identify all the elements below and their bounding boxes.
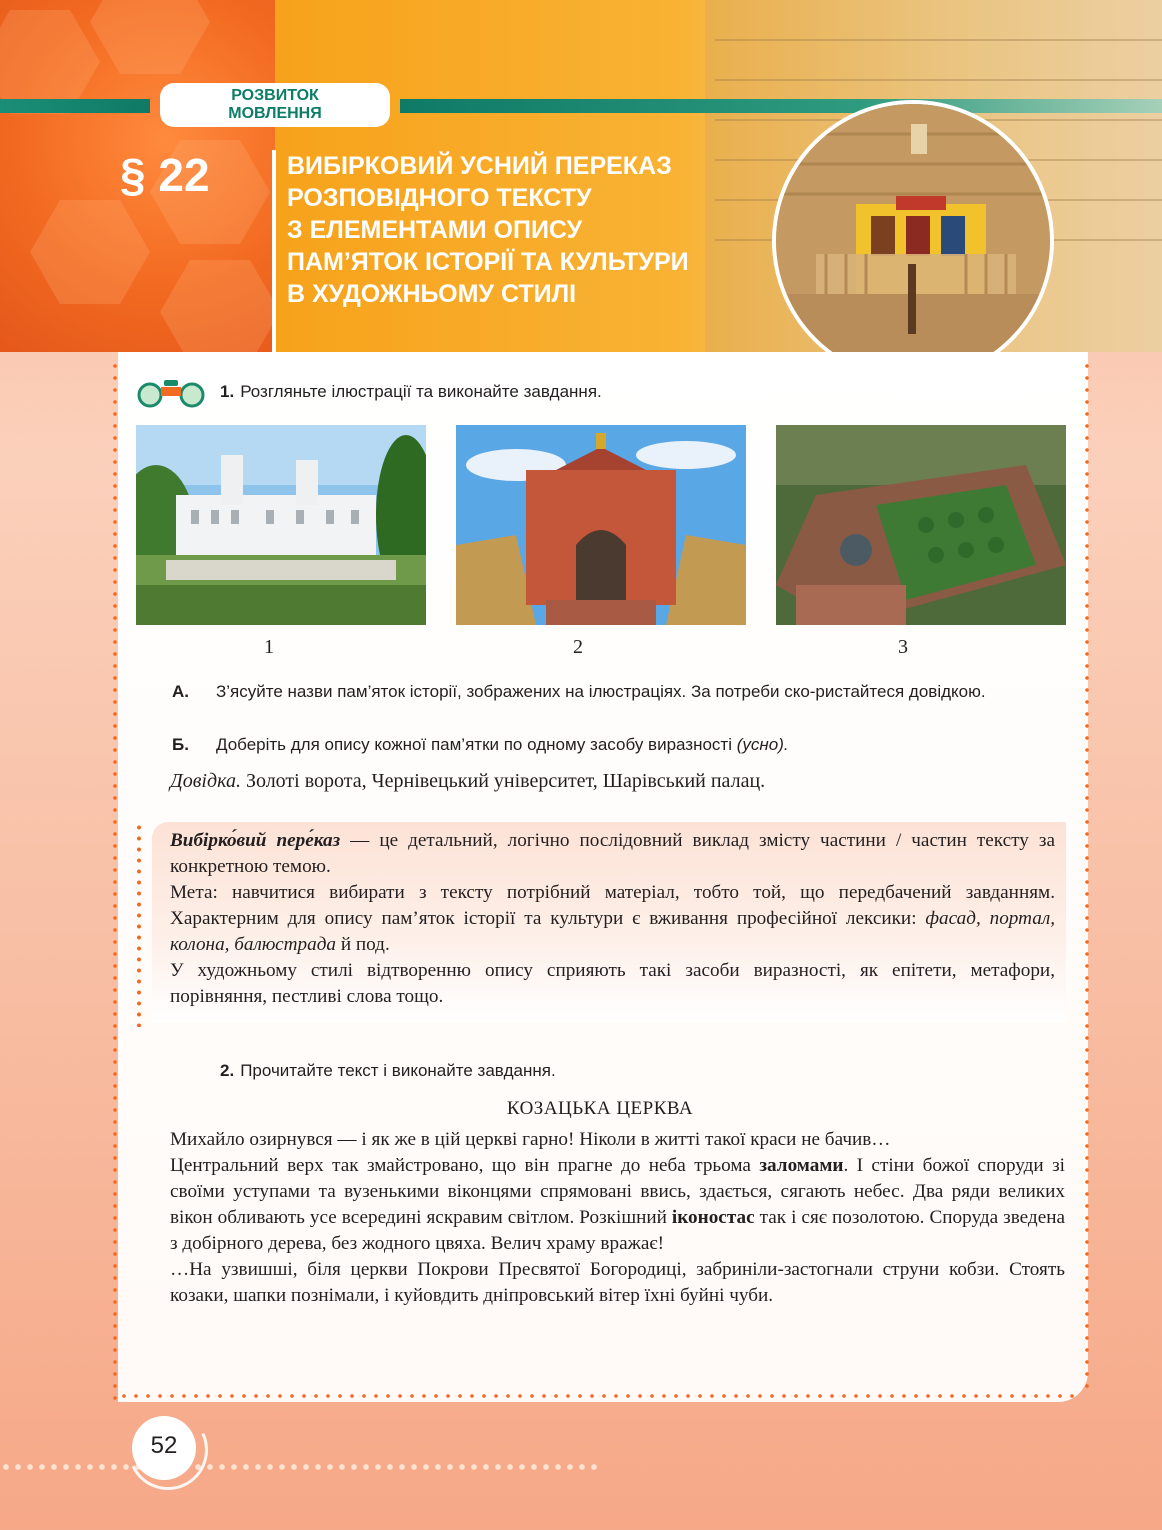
dotted-border bbox=[1085, 360, 1089, 1390]
dotted-border bbox=[137, 822, 141, 1027]
badge-line: РОЗВИТОК bbox=[231, 87, 319, 104]
section-number: § 22 bbox=[120, 149, 210, 201]
golden-gate-photo bbox=[456, 425, 746, 625]
hexagon-decoration bbox=[160, 260, 280, 352]
binoculars-icon bbox=[136, 377, 208, 409]
green-stripe bbox=[0, 99, 150, 113]
story-paragraph: …На узвишші, біля церкви Покрови Пресвятої Богородиці, забриніли-застогнали струни кобзи. Стоять козаки, шапки познімали, і куйовдить дніпровський вітер їхні буйні чуби. bbox=[170, 1259, 1065, 1306]
hexagon-decoration bbox=[30, 200, 150, 304]
story-paragraph bbox=[170, 1127, 1065, 1153]
task-text: Прочитайте текст і виконайте завдання. bbox=[240, 1061, 556, 1080]
hexagon-decoration bbox=[90, 0, 210, 74]
sharivka-palace-photo bbox=[136, 425, 426, 625]
story-bold-word: заломами bbox=[759, 1155, 844, 1176]
story-bold-word: іконостас bbox=[671, 1207, 755, 1228]
story-text-part: . І стіни божої споруди зі своїми уступами та вузенькими віконцями спрямовані ввись, здається, сягають небес. Два ряди великих вікон обливають усе всередині яскравим світлом. Розкішний bbox=[170, 1155, 1065, 1228]
chernivtsi-university-photo bbox=[776, 425, 1066, 625]
story-text-part: Центральний верх так змайстровано, що він прагне до неба трьома bbox=[170, 1155, 760, 1176]
item-text: Доберіть для опису кожної пам’ятки по одному засобу виразності bbox=[216, 735, 732, 754]
chapter-title bbox=[287, 150, 767, 310]
rule-goal-text: Мета: навчитися вибирати з тексту потрібний матеріал, тобто той, що передбачений завданням. Характерним для опису пам’яток історії та культури є вживання професійної лексики: bbox=[170, 882, 1055, 929]
rule-goal bbox=[170, 880, 1055, 958]
item-letter: Б. bbox=[172, 735, 189, 754]
title-line: ПАМ’ЯТОК ІСТОРІЇ ТА КУЛЬТУРИ bbox=[287, 248, 689, 276]
rule-term: Вибірко́вий пере́каз bbox=[170, 830, 341, 851]
reference-label: Довідка. bbox=[170, 770, 241, 792]
task-number: 1. bbox=[220, 382, 235, 401]
dotted-border bbox=[113, 360, 117, 1400]
title-line: РОЗПОВІДНОГО ТЕКСТУ bbox=[287, 184, 592, 212]
task-1-prompt bbox=[220, 382, 602, 402]
dotted-decoration bbox=[0, 1463, 600, 1471]
title-line: ВИБІРКОВИЙ УСНИЙ ПЕРЕКАЗ bbox=[287, 152, 672, 180]
header-divider bbox=[272, 150, 276, 352]
task-text: Розгляньте ілюстрації та виконайте завдання. bbox=[240, 382, 602, 401]
chapter-header bbox=[0, 0, 1162, 352]
badge-line: МОВЛЕННЯ bbox=[228, 105, 322, 122]
rule-goal-end: й под. bbox=[336, 934, 390, 955]
story-text bbox=[170, 1127, 1065, 1309]
rule-definition-text: — це детальний, логічно послідовний виклад змісту частини / частин тексту за конкретною темою. bbox=[170, 830, 1055, 877]
photo-caption: 1 bbox=[264, 636, 274, 658]
story-paragraph-text: Михайло озирнувся — і як же в цій церкві гарно! Ніколи в житті такої краси не бачив… bbox=[170, 1129, 891, 1150]
task-number: 2. bbox=[220, 1061, 235, 1080]
item-letter: А. bbox=[172, 682, 189, 701]
rule-definition bbox=[170, 828, 1055, 880]
item-text-wrap bbox=[216, 733, 1006, 756]
rule-text bbox=[170, 828, 1055, 1010]
rule-style: У художньому стилі відтворенню опису сприяють такі засоби виразності, як епітети, метафори, порівняння, пестливі слова тощо. bbox=[170, 960, 1055, 1007]
rule-examples: фасад, портал, колона, балюстрада bbox=[170, 908, 1055, 955]
task-2-prompt bbox=[220, 1061, 556, 1081]
dotted-border bbox=[118, 1394, 1078, 1398]
story-text-part: так і сяє позолотою. Споруда зведена з добірного дерева, без жодного цвяха. Велич храму вражає! bbox=[170, 1207, 1065, 1254]
title-line: В ХУДОЖНЬОМУ СТИЛІ bbox=[287, 280, 577, 308]
item-note: (усно). bbox=[736, 735, 789, 754]
section-badge bbox=[160, 83, 390, 127]
photo-caption: 3 bbox=[898, 636, 908, 658]
story-title: КОЗАЦЬКА ЦЕРКВА bbox=[506, 1098, 694, 1119]
item-text: З’ясуйте назви пам’яток історії, зображених на ілюстраціях. За потреби ско-ристайтеся довідкою. bbox=[216, 682, 986, 701]
green-stripe bbox=[400, 99, 1162, 113]
reference-text: Золоті ворота, Чернівецький університет, Шарівський палац. bbox=[245, 770, 766, 792]
title-line: З ЕЛЕМЕНТАМИ ОПИСУ bbox=[287, 216, 583, 244]
story-paragraph bbox=[170, 1153, 1065, 1257]
page-number: 52 bbox=[150, 1432, 178, 1459]
photo-caption: 2 bbox=[573, 636, 583, 658]
reference-note bbox=[170, 770, 765, 793]
